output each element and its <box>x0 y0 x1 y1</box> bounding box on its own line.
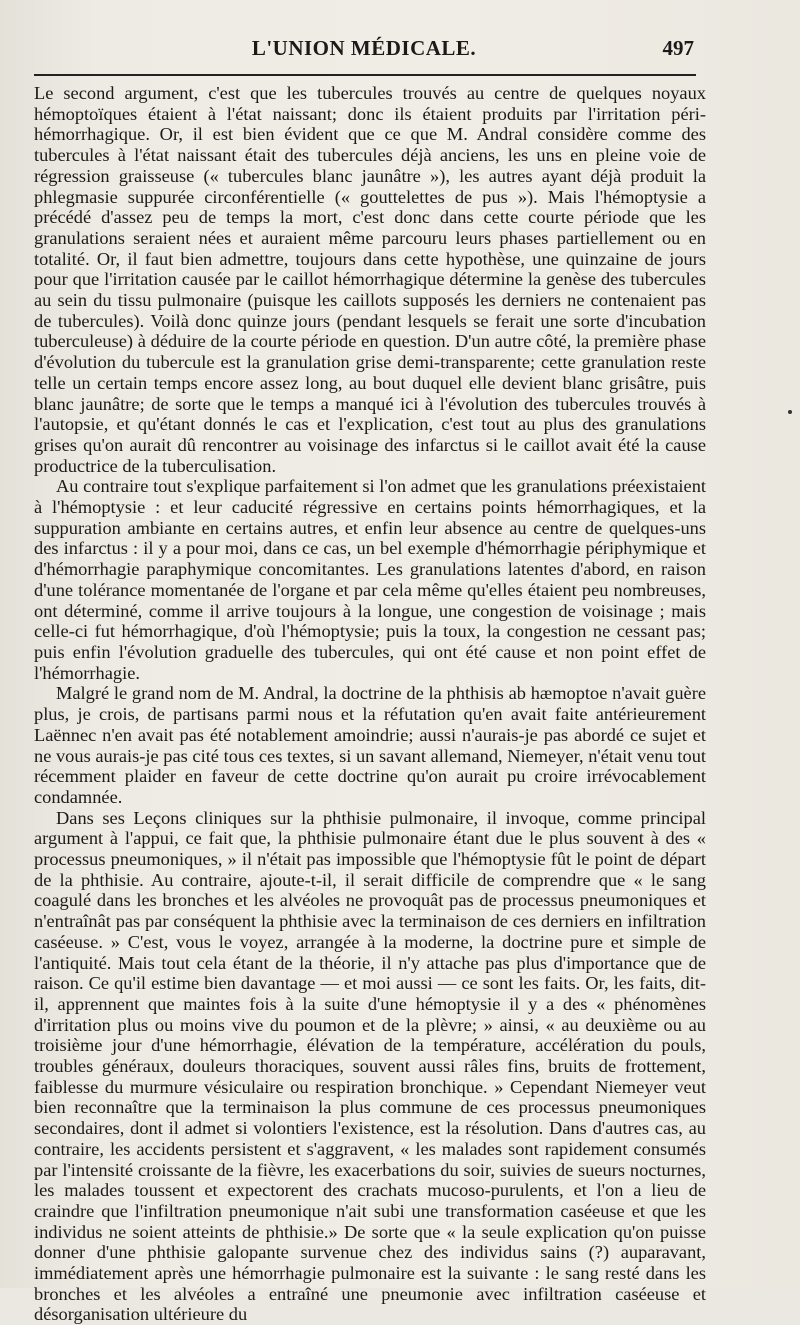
page-header <box>34 36 694 66</box>
page-number: 497 <box>662 36 694 60</box>
margin-speck <box>788 410 792 414</box>
paragraph-2: Au contraire tout s'explique parfaitement si l'on admet que les granulations préexistaient à l'hémoptysie : et leur caducité régressive en certains points hémorrhagiques, et la suppuration ambiante en certains autres, et enfin leur absence au centre de quelques-uns des infarctus : il y a pour moi, dans ce cas, un bel exemple d'hémorrhagie périphymique et d'hémorrhagie paraphymique concomitantes. Les granulations latentes d'abord, en raison d'une tolérance momentanée de l'organe et par cela même qu'elles étaient peu nombreuses, ont déterminé, comme il arrive toujours à la longue, une congestion de voisinage ; mais celle-ci fut hémorrhagique, d'où l'hémoptysie; puis la toux, la congestion ne cessant pas; puis enfin l'évolution graduelle des tubercules, qui ont été cause et non point effet de l'hémorrhagie. <box>34 476 706 683</box>
paragraph-4: Dans ses Leçons cliniques sur la phthisie pulmonaire, il invoque, comme principal argument à l'appui, ce fait que, la phthisie pulmonaire étant due le plus souvent à des « processus pneumoniques, » il n'était pas impossible que l'hémoptysie fût le point de départ de la phthisie. Au contraire, ajoute-t-il, il serait difficile de comprendre que « le sang coagulé dans les bronches et les alvéoles ne provoquât pas de processus pneumoniques et n'entraînât pas par conséquent la phthisie avec la terminaison de ces derniers en infiltration caséeuse. » C'est, vous le voyez, arrangée à la moderne, la doctrine pure et simple de l'antiquité. Mais tout cela étant de la théorie, il n'y attache pas plus d'importance que de raison. Ce qu'il estime bien davantage — et moi aussi — ce sont les faits. Or, les faits, dit-il, apprennent que maintes fois à la suite d'une hémoptysie il y a des « phénomènes d'irritation plus ou moins vive du poumon et de la plèvre; » ainsi, « au deuxième ou au troisième jour d'une hémorrhagie, élévation de la température, accélération du pouls, troubles généraux, douleurs thoraciques, souvent aussi râles fins, bruits de frottement, faiblesse du murmure vésiculaire ou respiration bronchique. » Cependant Niemeyer veut bien reconnaître que la terminaison la plus commune de ces processus pneumoniques secondaires, dont il admet si volontiers l'existence, est la résolution. Dans d'autres cas, au contraire, les accidents persistent et s'aggravent, « les malades sont rapidement consumés par l'intensité croissante de la fièvre, les exacerbations du soir, suivies de sueurs nocturnes, les malades toussent et expectorent des crachats mucoso-purulents, et l'on a lieu de craindre que l'infiltration pneumonique n'ait subi une transformation caséeuse et que les individus ne soient atteints de phthisie.» De sorte que « la seule explication qu'on puisse donner d'une phthisie galopante survenue chez des individus sains (?) auparavant, immédiatement après une hémorrhagie pulmonaire est la suivante : le sang resté dans les bronches et les alvéoles a entraîné une pneumonie avec infiltration caséeuse et désorganisation ultérieure du <box>34 807 706 1325</box>
header-rule <box>34 74 696 76</box>
running-title: L'UNION MÉDICALE. <box>251 36 477 60</box>
article-body <box>34 83 706 1325</box>
paragraph-3: Malgré le grand nom de M. Andral, la doctrine de la phthisis ab hæmoptoe n'avait guère plus, je crois, de partisans parmi nous et la réfutation qu'en avait faite antérieurement Laënnec n'en avait pas été notablement amoindrie; aussi n'aurais-je pas abordé ce sujet et ne vous aurais-je pas cité tous ces textes, si un savant allemand, Niemeyer, n'était venu tout récemment plaider en faveur de cette doctrine qu'on aurait pu croire irrévocablement condamnée. <box>34 683 706 807</box>
paragraph-1: Le second argument, c'est que les tubercules trouvés au centre de quelques noyaux hémoptoïques étaient à l'état naissant; donc ils étaient produits par l'irritation péri-hémorrhagique. Or, il est bien évident que ce que M. Andral considère comme des tubercules à l'état naissant était des tubercules déjà anciens, les uns en pleine voie de régression graisseuse (« tubercules blanc jaunâtre »), les autres ayant déjà produit la phlegmasie suppurée circonférentielle (« gouttelettes de pus »). Mais l'hémoptysie a précédé d'assez peu de temps la mort, c'est donc dans cette courte période que les granulations seraient nées et auraient même parcouru leurs phases partiellement ou en totalité. Or, il faut bien admettre, toujours dans cette hypothèse, une quinzaine de jours pour que l'irritation causée par le caillot hémorrhagique détermine la genèse des tubercules au sein du tissu pulmonaire (puisque les caillots supposés les derniers ne contenaient pas de tubercules). Voilà donc quinze jours (pendant lesquels se ferait une sorte d'incubation tuberculeuse) à déduire de la courte période en question. D'un autre côté, la première phase d'évolution du tubercule est la granulation grise demi-transparente; cette granulation reste telle un certain temps encore assez long, au bout duquel elle devient blanc grisâtre, puis blanc jaunâtre; de sorte que le temps a manqué ici à l'évolution des tubercules trouvés à l'autopsie, et qu'étant donnés le cas et l'explication, c'est tout au plus des granulations grises qu'on aurait dû rencontrer au voisinage des infarctus si le caillot avait été la cause productrice de la tuberculisation. <box>34 83 706 476</box>
